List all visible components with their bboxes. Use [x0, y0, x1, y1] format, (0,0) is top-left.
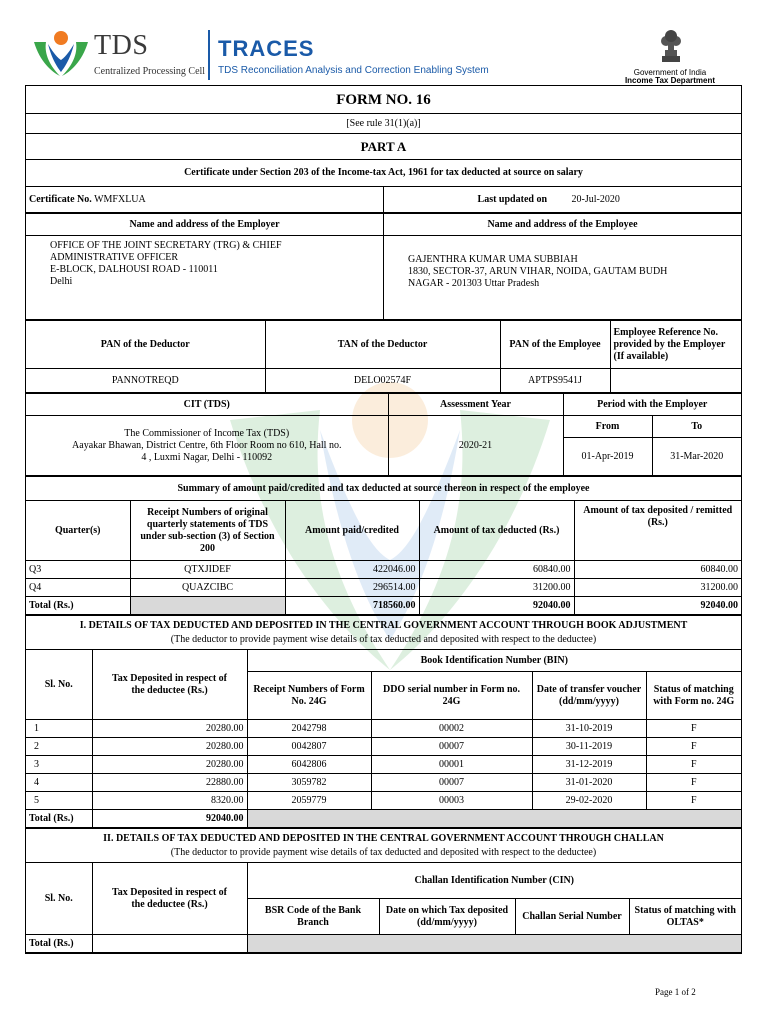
- employer-heading: Name and address of the Employer: [26, 214, 384, 236]
- col-challan-serial: Challan Serial Number: [515, 899, 629, 935]
- period-label: Period with the Employer: [563, 394, 741, 416]
- table-row: [26, 720, 741, 738]
- period-from-value: 01-Apr-2019: [563, 438, 652, 476]
- col-sl-no: Sl. No.: [26, 650, 92, 720]
- date-cell: 29-02-2020: [532, 792, 646, 810]
- total-deposited: 92040.00: [574, 597, 741, 615]
- total-empty-cell: [247, 935, 741, 953]
- cit-line: Aayakar Bhawan, District Centre, 6th Floor Room no 610, Hall no.: [72, 439, 342, 451]
- cit-line: The Commissioner of Income Tax (TDS): [124, 427, 290, 439]
- employee-line: 1830, SECTOR-37, ARUN VIHAR, NOIDA, GAUTAM BUDH: [408, 266, 668, 277]
- period-to-value: 31-Mar-2020: [652, 438, 741, 476]
- section2-subheading: (The deductor to provide payment wise details of tax deducted and deposited with respect to the deductee): [170, 846, 597, 858]
- deducted-cell: 31200.00: [419, 579, 574, 597]
- tax-cell: 20280.00: [92, 756, 247, 774]
- period-to-label: To: [652, 416, 741, 438]
- total-deducted: 92040.00: [419, 597, 574, 615]
- deposited-cell: 31200.00: [574, 579, 741, 597]
- col-transfer-date: Date of transfer voucher (dd/mm/yyyy): [532, 672, 646, 720]
- table-row: [26, 738, 741, 756]
- total-tax: 92040.00: [92, 810, 247, 828]
- total-row: [26, 810, 741, 828]
- certificate-no-label: Certificate No.: [29, 193, 92, 205]
- date-cell: 30-11-2019: [532, 738, 646, 756]
- col-bsr-code: BSR Code of the Bank Branch: [247, 899, 379, 935]
- traces-subtitle: TDS Reconciliation Analysis and Correction Enabling System: [218, 65, 489, 76]
- cit-line: 4 , Luxmi Nagar, Delhi - 110092: [141, 451, 273, 463]
- table-row: [26, 579, 741, 597]
- status-cell: F: [646, 756, 741, 774]
- header-divider: [208, 30, 210, 80]
- employer-line: E-BLOCK, DALHOUSI ROAD - 110011: [50, 264, 218, 275]
- table-row: [26, 756, 741, 774]
- receipt-cell: 2059779: [247, 792, 371, 810]
- col-ddo-serial: DDO serial number in Form no. 24G: [371, 672, 532, 720]
- cin-heading: Challan Identification Number (CIN): [247, 863, 741, 899]
- date-cell: 31-10-2019: [532, 720, 646, 738]
- goi-label: Government of India: [633, 68, 707, 77]
- sl-cell: 3: [26, 756, 92, 774]
- col-quarter: Quarter(s): [26, 501, 130, 561]
- quarter-cell: Q3: [26, 561, 130, 579]
- employer-line: OFFICE OF THE JOINT SECRETARY (TRG) & CHIEF: [50, 240, 282, 251]
- income-tax-dept-label: Income Tax Department: [624, 76, 716, 85]
- section1-heading-cell: [26, 616, 741, 650]
- paid-cell: 422046.00: [285, 561, 419, 579]
- section1-subheading: (The deductor to provide payment wise details of tax deducted and deposited with respect to the deductee): [170, 633, 597, 645]
- last-updated-label: Last updated on: [477, 193, 547, 205]
- receipt-cell: 3059782: [247, 774, 371, 792]
- total-paid: 718560.00: [285, 597, 419, 615]
- total-label: Total (Rs.): [26, 810, 92, 828]
- employee-line: NAGAR - 201303 Uttar Pradesh: [408, 278, 540, 289]
- deducted-cell: 60840.00: [419, 561, 574, 579]
- ddo-cell: 00007: [371, 738, 532, 756]
- deposited-cell: 60840.00: [574, 561, 741, 579]
- form16-document: [25, 85, 742, 954]
- receipt-cell: 6042806: [247, 756, 371, 774]
- receipt-cell: 0042807: [247, 738, 371, 756]
- bin-heading: Book Identification Number (BIN): [247, 650, 741, 672]
- section2-heading-cell: [26, 829, 741, 863]
- status-cell: F: [646, 792, 741, 810]
- col-sl-no: Sl. No.: [26, 863, 92, 935]
- total-row: [26, 597, 741, 615]
- traces-wordmark: TRACES: [218, 36, 315, 61]
- col-oltas-status: Status of matching with OLTAS*: [629, 899, 741, 935]
- form-title: FORM NO. 16: [26, 86, 741, 114]
- col-tax-deposited: Amount of tax deposited / remitted (Rs.): [574, 501, 741, 561]
- employee-ref-value: [610, 369, 741, 393]
- ddo-cell: 00007: [371, 774, 532, 792]
- cit-address: [26, 416, 388, 476]
- form-rule: [See rule 31(1)(a)]: [26, 114, 741, 134]
- tds-wordmark: TDS: [94, 30, 149, 61]
- certificate-table: [26, 186, 741, 213]
- summary-table: [26, 476, 741, 615]
- employee-address: [384, 236, 742, 320]
- ddo-cell: 00002: [371, 720, 532, 738]
- employee-ref-label: Employee Reference No. provided by the Employer (If available): [610, 321, 741, 369]
- assessment-year-value: 2020-21: [388, 416, 563, 476]
- receipt-cell: QTXJIDEF: [130, 561, 285, 579]
- tds-subtitle: Centralized Processing Cell: [94, 66, 206, 77]
- tax-cell: 20280.00: [92, 720, 247, 738]
- certificate-heading: Certificate under Section 203 of the Income-tax Act, 1961 for tax deducted at source on salary: [184, 167, 583, 178]
- challan-table: [26, 828, 741, 953]
- last-updated-value: 20-Jul-2020: [571, 193, 620, 205]
- section2-heading: II. DETAILS OF TAX DEDUCTED AND DEPOSITED IN THE CENTRAL GOVERNMENT ACCOUNT THROUGH CHALLAN: [103, 832, 664, 844]
- table-row: [26, 792, 741, 810]
- cit-table: [26, 393, 741, 476]
- page-header: [0, 0, 768, 84]
- employer-line: ADMINISTRATIVE OFFICER: [50, 252, 179, 263]
- total-empty-cell: [247, 810, 741, 828]
- col-tax-deducted: Amount of tax deducted (Rs.): [419, 501, 574, 561]
- employee-line: GAJENTHRA KUMAR UMA SUBBIAH: [408, 254, 578, 265]
- table-row: [26, 561, 741, 579]
- sl-cell: 5: [26, 792, 92, 810]
- pan-employee-label: PAN of the Employee: [500, 321, 610, 369]
- page-number: Page 1 of 2: [655, 987, 696, 997]
- total-label: Total (Rs.): [26, 597, 130, 615]
- pan-tan-table: [26, 320, 741, 393]
- status-cell: F: [646, 738, 741, 756]
- receipt-cell: 2042798: [247, 720, 371, 738]
- status-cell: F: [646, 720, 741, 738]
- sl-cell: 2: [26, 738, 92, 756]
- book-adjustment-table: [26, 615, 741, 828]
- summary-heading: Summary of amount paid/credited and tax deducted at source thereon in respect of the employee: [26, 477, 741, 501]
- total-tax: [92, 935, 247, 953]
- col-tax-deposited: Tax Deposited in respect of the deductee (Rs.): [92, 863, 247, 935]
- pan-employee-value: APTPS9541J: [500, 369, 610, 393]
- col-deposit-date: Date on which Tax deposited (dd/mm/yyyy): [379, 899, 515, 935]
- period-from-label: From: [563, 416, 652, 438]
- col-matching-status: Status of matching with Form no. 24G: [646, 672, 741, 720]
- total-empty-cell: [130, 597, 285, 615]
- national-emblem-icon: [656, 26, 686, 66]
- part-heading: PART A: [26, 134, 741, 160]
- date-cell: 31-12-2019: [532, 756, 646, 774]
- pan-deductor-label: PAN of the Deductor: [26, 321, 265, 369]
- date-cell: 31-01-2020: [532, 774, 646, 792]
- employer-address: [26, 236, 384, 320]
- col-receipt-24g: Receipt Numbers of Form No. 24G: [247, 672, 371, 720]
- tax-cell: 8320.00: [92, 792, 247, 810]
- pan-deductor-value: PANNOTREQD: [26, 369, 265, 393]
- parties-table: [26, 213, 741, 320]
- employee-heading: Name and address of the Employee: [384, 214, 742, 236]
- paid-cell: 296514.00: [285, 579, 419, 597]
- ddo-cell: 00001: [371, 756, 532, 774]
- ddo-cell: 00003: [371, 792, 532, 810]
- sl-cell: 1: [26, 720, 92, 738]
- tan-deductor-value: DELO02574F: [265, 369, 500, 393]
- table-row: [26, 774, 741, 792]
- quarter-cell: Q4: [26, 579, 130, 597]
- col-amount-paid: Amount paid/credited: [285, 501, 419, 561]
- tax-cell: 20280.00: [92, 738, 247, 756]
- tan-deductor-label: TAN of the Deductor: [265, 321, 500, 369]
- sl-cell: 4: [26, 774, 92, 792]
- section1-heading: I. DETAILS OF TAX DEDUCTED AND DEPOSITED IN THE CENTRAL GOVERNMENT ACCOUNT THROUGH BOOK ADJUSTMENT: [79, 619, 688, 631]
- receipt-cell: QUAZCIBC: [130, 579, 285, 597]
- cit-label: CIT (TDS): [26, 394, 388, 416]
- employer-line: Delhi: [50, 276, 73, 287]
- certificate-no-value: WMFXLUA: [94, 193, 146, 205]
- assessment-year-label: Assessment Year: [388, 394, 563, 416]
- col-tax-deposited: Tax Deposited in respect of the deductee (Rs.): [92, 650, 247, 720]
- status-cell: F: [646, 774, 741, 792]
- total-label: Total (Rs.): [26, 935, 92, 953]
- tds-logo-icon: [30, 28, 92, 80]
- col-receipt-numbers: Receipt Numbers of original quarterly statements of TDS under sub-section (3) of Section 200: [130, 501, 285, 561]
- total-row: [26, 935, 741, 953]
- tax-cell: 22880.00: [92, 774, 247, 792]
